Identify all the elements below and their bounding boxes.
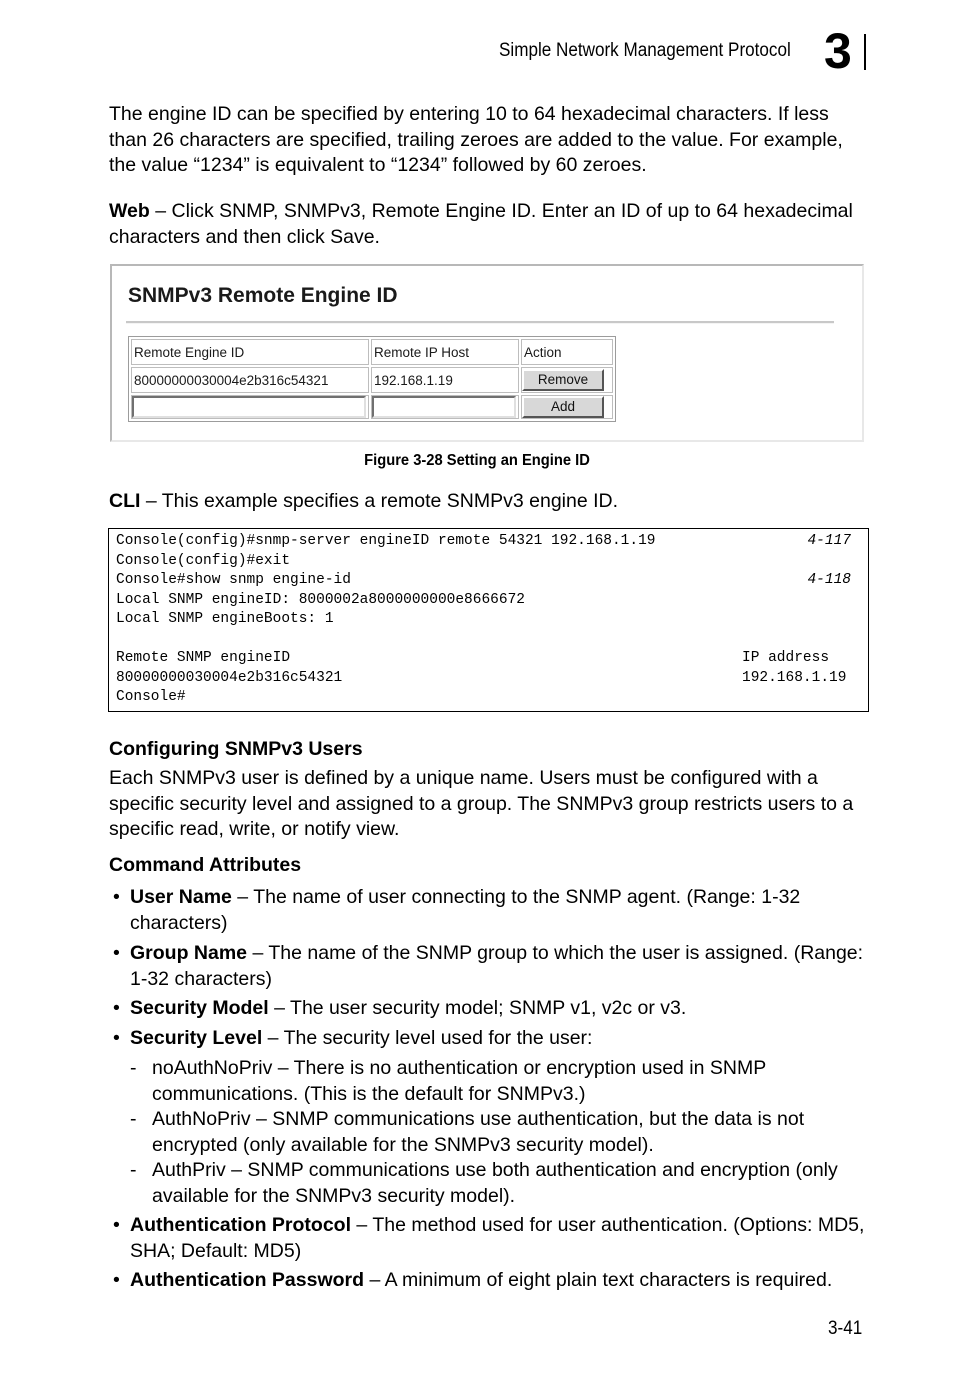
security-level-item: noAuthNoPriv – There is no authentication or encryption used in SNMP communications. (This is the default for SNMPv3.) (152, 1057, 766, 1105)
security-level-item: AuthPriv – SNMP communications use both authentication and encryption (only available for the SNMPv3 security model). (152, 1159, 838, 1207)
new-engine-id-cell (131, 395, 369, 419)
bullet-marker: • (113, 1027, 120, 1049)
attribute-term: Authentication Password (130, 1269, 365, 1291)
figure-title-rule (126, 321, 834, 324)
command-reference: 4-117 (807, 533, 851, 549)
attribute-term: Security Model (130, 997, 269, 1019)
code-line: Local SNMP engineBoots: 1 (116, 611, 334, 627)
list-item (130, 941, 875, 992)
attribute-description: – The security level used for the user: (262, 1027, 593, 1049)
table-row (131, 367, 613, 393)
engine-id-cell: 80000000030004e2b316c54321 (131, 367, 369, 393)
list-item (130, 885, 875, 936)
code-line: Remote SNMP engineID (116, 650, 291, 666)
dash-marker: - (130, 1057, 137, 1079)
attribute-description: – The method used for user authentication. (Options: MD5, SHA; Default: MD5) (130, 1214, 865, 1262)
column-header-ip-host: Remote IP Host (371, 339, 519, 365)
code-line: Console#show snmp engine-id (116, 572, 351, 588)
security-level-item: AuthNoPriv – SNMP communications use authentication, but the data is not encrypted (only available for the SNMPv3 security model). (152, 1108, 805, 1156)
list-item (130, 1026, 875, 1052)
chapter-rule (864, 34, 866, 70)
cli-label: CLI (109, 490, 141, 512)
add-action-cell (521, 395, 613, 419)
list-item (130, 1268, 875, 1294)
add-button[interactable]: Add (522, 396, 604, 418)
action-cell (521, 367, 613, 393)
ip-address-header: IP address (742, 650, 830, 666)
web-paragraph (109, 199, 869, 250)
code-line: Console# (116, 689, 186, 705)
cli-paragraph (109, 489, 869, 515)
engine-id-input[interactable] (132, 396, 366, 418)
code-line: Console(config)#snmp-server engineID remote 54321 192.168.1.19 (116, 533, 656, 549)
column-header-action: Action (521, 339, 613, 365)
dash-marker: - (130, 1159, 137, 1181)
ip-address-value: 192.168.1.19 (742, 669, 847, 686)
web-label: Web (109, 200, 150, 222)
bullet-marker: • (113, 997, 120, 1019)
running-header: Simple Network Management Protocol (499, 40, 791, 61)
table-header-row (131, 339, 613, 365)
code-line: Console(config)#exit (116, 552, 291, 569)
bullet-marker: • (113, 886, 120, 908)
code-block (108, 528, 869, 712)
attribute-description: – The user security model; SNMP v1, v2c or v3. (268, 997, 687, 1019)
section-heading: Configuring SNMPv3 Users (109, 738, 363, 760)
column-header-engine-id: Remote Engine ID (131, 339, 369, 365)
attribute-term: Group Name (130, 942, 248, 964)
dash-marker: - (130, 1108, 137, 1130)
ip-host-input[interactable] (372, 396, 516, 418)
remove-button[interactable]: Remove (522, 369, 604, 391)
web-text: – Click SNMP, SNMPv3, Remote Engine ID. Enter an ID of up to 64 hexadecimal characters and then click Save. (109, 200, 853, 248)
attribute-term: Security Level (130, 1027, 263, 1049)
ip-host-cell: 192.168.1.19 (371, 367, 519, 393)
page-number: 3-41 (828, 1318, 863, 1339)
section-body: Each SNMPv3 user is defined by a unique name. Users must be configured with a specific security level and assigned to a group. The SNMPv3 group restricts users to a specific read, write, or notify view. (109, 767, 854, 840)
intro-paragraph: The engine ID can be specified by entering 10 to 64 hexadecimal characters. If less than 26 characters are specified, trailing zeroes are added to the value. For example, the value “1234” is equivalent to “1234” followed by 60 zeroes. (109, 103, 843, 176)
cli-text: – This example specifies a remote SNMPv3 engine ID. (140, 490, 619, 512)
attribute-term: Authentication Protocol (130, 1214, 351, 1236)
chapter-number: 3 (824, 23, 852, 79)
attribute-description: – The name of the SNMP group to which the user is assigned. (Range: 1-32 characters) (130, 942, 864, 990)
list-item (130, 1213, 875, 1264)
new-ip-host-cell (371, 395, 519, 419)
bullet-marker: • (113, 1214, 120, 1236)
figure-caption: Figure 3-28 Setting an Engine ID (364, 452, 590, 469)
attribute-term: User Name (130, 886, 232, 908)
attribute-description: – The name of user connecting to the SNMP agent. (Range: 1-32 characters) (130, 886, 801, 934)
code-line: 80000000030004e2b316c54321 (116, 669, 343, 686)
command-reference: 4-118 (807, 572, 851, 588)
code-line: Local SNMP engineID: 8000002a8000000000e8666672 (116, 591, 525, 608)
attributes-heading: Command Attributes (109, 854, 302, 876)
list-item (130, 996, 875, 1022)
figure-panel-title: SNMPv3 Remote Engine ID (128, 284, 398, 307)
engine-id-table (128, 336, 616, 422)
bullet-marker: • (113, 1269, 120, 1291)
attribute-description: – A minimum of eight plain text characters is required. (364, 1269, 833, 1291)
remote-engine-id-screenshot (110, 264, 864, 442)
new-entry-row (131, 395, 613, 419)
bullet-marker: • (113, 942, 120, 964)
